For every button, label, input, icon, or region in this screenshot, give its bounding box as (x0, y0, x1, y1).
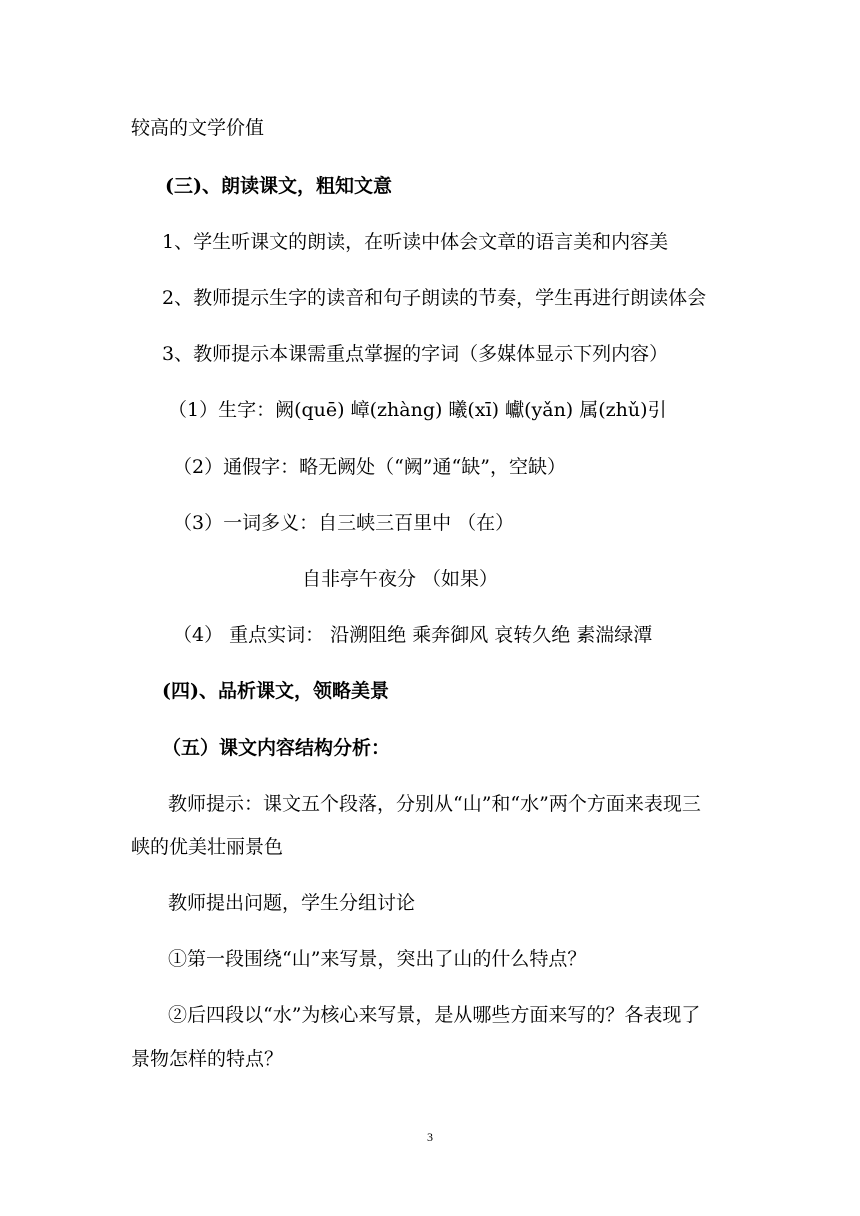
section-heading: (三)、朗读课文，粗知文意 (165, 175, 392, 197)
text-line: 自非亭午夜分 （如果） (302, 568, 499, 590)
section-heading: （五）课文内容结构分析： (162, 737, 391, 759)
list-item: （4） 重点实词： 沿溯阻绝 乘奔御风 哀转久绝 素湍绿潭 (173, 624, 653, 646)
page-number: 3 (427, 1130, 433, 1144)
list-item: （1）生字：阙(quē) 嶂(zhàng) 曦(xī) 巘(yǎn) 属(zhǔ)引 (168, 399, 667, 421)
text-line: 教师提出问题，学生分组讨论 (168, 892, 416, 914)
text-line: 峡的优美壮丽景色 (131, 836, 284, 858)
list-item: 3、教师提示本课需重点掌握的字词（多媒体显示下列内容） (162, 343, 669, 365)
list-item: （2）通假字：略无阙处（“阙”通“缺”，空缺） (173, 456, 566, 478)
text-line: ②后四段以“水”为核心来写景，是从哪些方面来写的？各表现了 (168, 1004, 701, 1026)
list-item: （3）一词多义：自三峡三百里中 （在） (173, 512, 515, 534)
text-line: ①第一段围绕“山”来写景，突出了山的什么特点？ (168, 948, 587, 970)
list-item: 2、教师提示生字的读音和句子朗读的节奏，学生再进行朗读体会 (162, 287, 707, 309)
text-line: 较高的文学价值 (131, 117, 265, 139)
section-heading: (四)、品析课文，领略美景 (162, 680, 389, 702)
list-item: 1、学生听课文的朗读，在听读中体会文章的语言美和内容美 (162, 231, 669, 253)
text-line: 景物怎样的特点？ (131, 1048, 284, 1070)
text-line: 教师提示：课文五个段落，分别从“山”和“水”两个方面来表现三 (168, 793, 701, 815)
